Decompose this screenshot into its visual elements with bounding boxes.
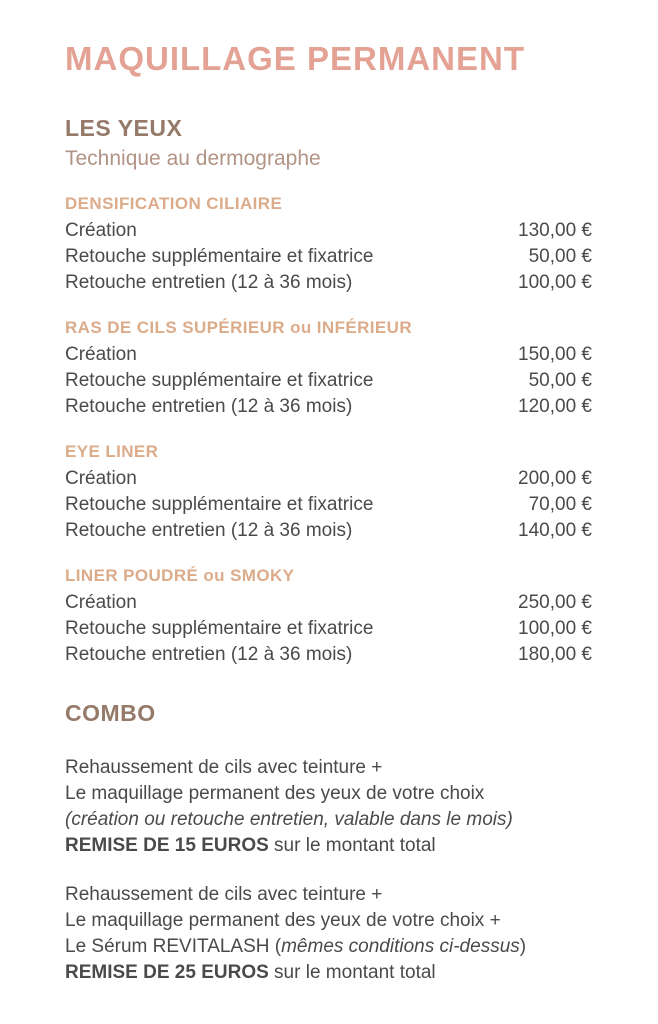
serum-prefix: Le Sérum REVITALASH ( xyxy=(65,936,282,957)
discount-amount: REMISE DE 15 EUROS xyxy=(65,835,269,856)
offer-line: Le maquillage permanent des yeux de votre choix + xyxy=(65,910,501,931)
service-label: Création xyxy=(65,592,137,613)
service-price: 150,00 € xyxy=(518,344,592,365)
service-label: Retouche entretien (12 à 36 mois) xyxy=(65,272,353,293)
service-label: Retouche supplémentaire et fixatrice xyxy=(65,494,374,515)
section-eye-liner xyxy=(65,442,592,544)
serum-suffix: ) xyxy=(519,936,527,957)
offer-line-discount xyxy=(65,960,592,986)
price-row xyxy=(65,518,592,544)
category-subtitle: Technique au dermographe xyxy=(65,147,321,170)
service-price: 180,00 € xyxy=(518,644,592,665)
service-price: 130,00 € xyxy=(518,220,592,241)
discount-suffix: sur le montant total xyxy=(268,835,436,856)
offer-line: Le maquillage permanent des yeux de votre choix xyxy=(65,783,485,804)
service-label: Retouche supplémentaire et fixatrice xyxy=(65,370,374,391)
category-title: LES YEUX xyxy=(65,115,183,141)
offer-line-discount xyxy=(65,833,592,859)
discount-suffix: sur le montant total xyxy=(268,962,436,983)
price-row xyxy=(65,218,592,244)
section-ras-de-cils xyxy=(65,318,592,420)
price-row xyxy=(65,244,592,270)
combo-offer-2 xyxy=(65,882,592,986)
price-row xyxy=(65,368,592,394)
section-heading: DENSIFICATION CILIAIRE xyxy=(65,194,283,213)
price-row xyxy=(65,394,592,420)
section-heading: EYE LINER xyxy=(65,442,159,461)
offer-line-conditions: (création ou retouche entretien, valable dans le mois) xyxy=(65,809,513,830)
service-price: 50,00 € xyxy=(528,370,592,391)
discount-amount: REMISE DE 25 EUROS xyxy=(65,962,269,983)
service-price: 50,00 € xyxy=(528,246,592,267)
service-price: 140,00 € xyxy=(518,520,592,541)
serum-conditions: mêmes conditions ci-dessus xyxy=(281,936,520,957)
offer-line: Rehaussement de cils avec teinture + xyxy=(65,884,383,905)
combo-offer-1 xyxy=(65,755,592,859)
offer-line-serum xyxy=(65,934,592,960)
service-label: Retouche supplémentaire et fixatrice xyxy=(65,246,374,267)
price-row xyxy=(65,270,592,296)
section-heading: LINER POUDRÉ ou SMOKY xyxy=(65,566,295,585)
service-label: Création xyxy=(65,220,137,241)
service-label: Retouche entretien (12 à 36 mois) xyxy=(65,396,353,417)
price-row xyxy=(65,492,592,518)
price-row xyxy=(65,590,592,616)
price-row xyxy=(65,642,592,668)
service-price: 250,00 € xyxy=(518,592,592,613)
price-row xyxy=(65,342,592,368)
section-densification-ciliaire xyxy=(65,194,592,296)
price-row xyxy=(65,466,592,492)
service-label: Création xyxy=(65,468,137,489)
service-label: Création xyxy=(65,344,137,365)
service-price: 100,00 € xyxy=(518,272,592,293)
service-price: 100,00 € xyxy=(518,618,592,639)
service-label: Retouche entretien (12 à 36 mois) xyxy=(65,520,353,541)
service-label: Retouche entretien (12 à 36 mois) xyxy=(65,644,353,665)
service-price: 70,00 € xyxy=(528,494,592,515)
service-price: 200,00 € xyxy=(518,468,592,489)
service-label: Retouche supplémentaire et fixatrice xyxy=(65,618,374,639)
price-row xyxy=(65,616,592,642)
offer-line: Rehaussement de cils avec teinture + xyxy=(65,757,383,778)
service-price: 120,00 € xyxy=(518,396,592,417)
section-liner-poudre xyxy=(65,566,592,668)
page-title: MAQUILLAGE PERMANENT xyxy=(65,40,525,77)
combo-heading: COMBO xyxy=(65,700,156,726)
section-heading: RAS DE CILS SUPÉRIEUR ou INFÉRIEUR xyxy=(65,318,413,337)
